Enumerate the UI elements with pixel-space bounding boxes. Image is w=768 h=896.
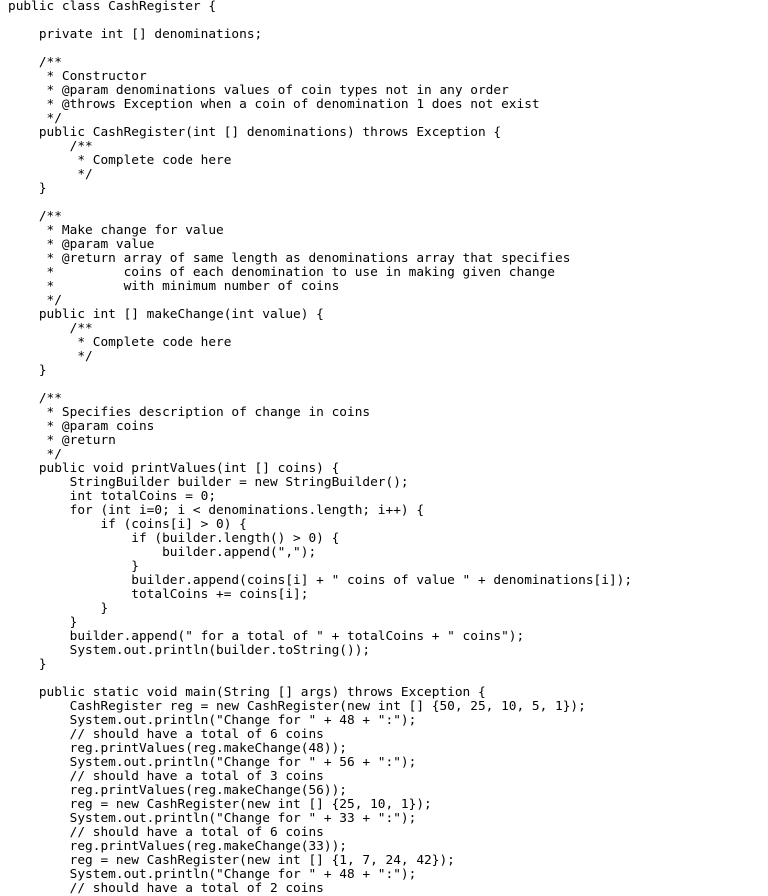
code-line: System.out.println("Change for " + 56 + ":");: [8, 755, 417, 770]
code-line: }: [8, 657, 47, 672]
code-line: }: [8, 615, 78, 630]
code-line: }: [8, 601, 109, 616]
code-line: reg.printValues(reg.makeChange(33));: [8, 839, 347, 854]
code-line: */: [8, 447, 62, 462]
code-line: public int [] makeChange(int value) {: [8, 307, 324, 322]
code-line: CashRegister reg = new CashRegister(new int [] {50, 25, 10, 5, 1});: [8, 699, 586, 714]
code-line: * Make change for value: [8, 223, 224, 238]
code-line: * @param value: [8, 237, 155, 252]
code-line: public void printValues(int [] coins) {: [8, 461, 340, 476]
code-line: reg = new CashRegister(new int [] {25, 10, 1});: [8, 797, 432, 812]
code-line: reg = new CashRegister(new int [] {1, 7, 24, 42});: [8, 853, 455, 868]
code-line: System.out.println("Change for " + 48 + ":");: [8, 867, 417, 882]
code-line: */: [8, 111, 62, 126]
code-line: * Constructor: [8, 69, 147, 84]
code-line: * Complete code here: [8, 153, 232, 168]
code-line: }: [8, 363, 47, 378]
code-line: private int [] denominations;: [8, 27, 263, 42]
code-line: * @param denominations values of coin types not in any order: [8, 83, 509, 98]
code-line: builder.append(coins[i] + " coins of value " + denominations[i]);: [8, 573, 633, 588]
code-line: * @return array of same length as denominations array that specifies: [8, 251, 571, 266]
code-line: public CashRegister(int [] denominations) throws Exception {: [8, 125, 502, 140]
code-line: * @return: [8, 433, 116, 448]
code-line: * @throws Exception when a coin of denomination 1 does not exist: [8, 97, 540, 112]
code-line: /**: [8, 209, 62, 224]
code-line: // should have a total of 2 coins: [8, 881, 324, 896]
code-line: totalCoins += coins[i];: [8, 587, 309, 602]
code-line: * coins of each denomination to use in making given change: [8, 265, 556, 280]
code-line: }: [8, 181, 47, 196]
code-line: public static void main(String [] args) throws Exception {: [8, 685, 486, 700]
code-line: [8, 378, 768, 392]
code-line: StringBuilder builder = new StringBuilder();: [8, 475, 409, 490]
code-line: public class CashRegister {: [8, 0, 217, 14]
code-line: [8, 672, 768, 686]
code-line: System.out.println(builder.toString());: [8, 643, 371, 658]
code-line: // should have a total of 3 coins: [8, 769, 324, 784]
code-line: /**: [8, 139, 93, 154]
code-line: /**: [8, 55, 62, 70]
code-line: */: [8, 293, 62, 308]
code-line: * @param coins: [8, 419, 155, 434]
code-line: * Complete code here: [8, 335, 232, 350]
code-line: reg.printValues(reg.makeChange(56));: [8, 783, 347, 798]
code-line: for (int i=0; i < denominations.length; i++) {: [8, 503, 425, 518]
code-line: if (builder.length() > 0) {: [8, 531, 340, 546]
code-line: // should have a total of 6 coins: [8, 825, 324, 840]
code-line: */: [8, 349, 93, 364]
code-line: */: [8, 167, 93, 182]
code-line: [8, 196, 768, 210]
code-line: /**: [8, 321, 93, 336]
code-line: int totalCoins = 0;: [8, 489, 217, 504]
code-line: builder.append(",");: [8, 545, 317, 560]
code-line: * with minimum number of coins: [8, 279, 340, 294]
code-line: // should have a total of 6 coins: [8, 727, 324, 742]
code-line: /**: [8, 391, 62, 406]
code-line: [8, 14, 768, 28]
code-line: builder.append(" for a total of " + totalCoins + " coins");: [8, 629, 525, 644]
code-line: System.out.println("Change for " + 48 + ":");: [8, 713, 417, 728]
code-line: }: [8, 559, 139, 574]
code-line: if (coins[i] > 0) {: [8, 517, 247, 532]
code-line: [8, 42, 768, 56]
code-line: * Specifies description of change in coins: [8, 405, 371, 420]
code-line: System.out.println("Change for " + 33 + ":");: [8, 811, 417, 826]
code-line: reg.printValues(reg.makeChange(48));: [8, 741, 347, 756]
